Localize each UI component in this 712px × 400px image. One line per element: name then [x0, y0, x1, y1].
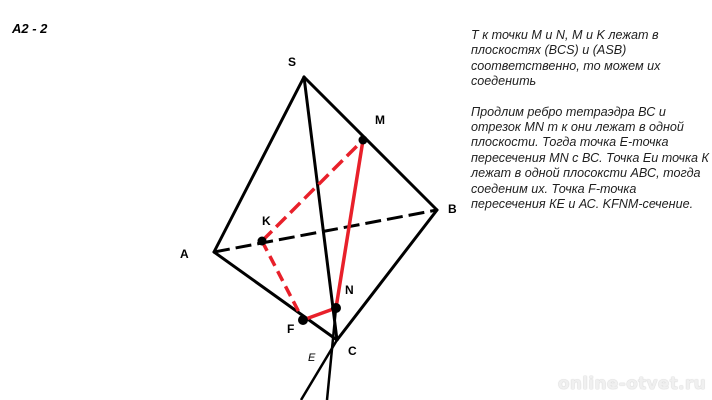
solution-paragraph-1: Т к точки M и N, M и K лежат в плоскостях (BCS) и (ASB) соответственно, то можем их соеденить	[471, 28, 661, 89]
edge-SA	[214, 77, 304, 252]
solution-paragraph-2: Продлим ребро тетраэдра ВС и отрезок MN т к они лежат в одной плоскости. Тогда точка Е-точка пересечения MN с ВС. Точка Еи точка К лежат в одной плосоксти АВС, тогда соеденим их. Точка F-точка пересечения КЕ и АС. KFNM-сечение.	[471, 104, 709, 212]
label-B: B	[448, 202, 457, 216]
label-E: E	[308, 352, 316, 364]
label-K: K	[262, 214, 271, 228]
task-label: А2 - 2	[12, 21, 48, 36]
label-N: N	[345, 283, 354, 297]
label-S: S	[288, 55, 297, 69]
solution-text	[471, 28, 709, 227]
watermark: online-otvet.ru	[557, 374, 706, 394]
point-M	[359, 136, 368, 145]
section-FN	[303, 308, 336, 320]
section-KF	[262, 241, 303, 320]
tetrahedron-edges	[214, 77, 437, 340]
label-A: A	[180, 247, 189, 261]
label-F: F	[287, 322, 295, 336]
edge-SC	[304, 77, 337, 340]
edge-BC	[337, 210, 437, 340]
point-N	[331, 303, 341, 313]
label-M: M	[375, 113, 385, 127]
point-F	[298, 315, 308, 325]
point-K	[258, 237, 267, 246]
label-C: C	[348, 344, 357, 358]
edge-SB	[304, 77, 437, 210]
